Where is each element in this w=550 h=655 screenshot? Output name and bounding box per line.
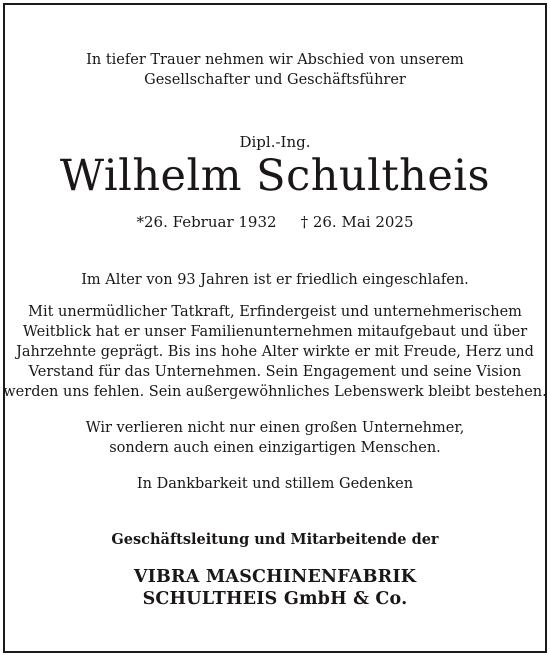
paragraph-age: [0, 270, 550, 290]
intro-line: Gesellschafter und Geschäftsführer: [144, 72, 406, 88]
paragraph-line: Mit unermüdlicher Tatkraft, Erfindergeist und unternehmerischem: [28, 304, 522, 320]
paragraph-line: Jahrzehnte geprägt. Bis ins hohe Alter wirkte er mit Freude, Herz und: [16, 344, 534, 360]
life-dates: [0, 213, 550, 231]
paragraph-line: Wir verlieren nicht nur einen großen Unternehmer,: [85, 420, 465, 436]
intro-text: [0, 50, 550, 90]
paragraph-line: Weitblick hat er unser Familienunternehmen mitaufgebaut und über: [22, 324, 528, 340]
birth-date: *26. Februar 1932: [136, 213, 277, 231]
paragraph-gratitude: [0, 474, 550, 494]
company-line: SCHULTHEIS GmbH & Co.: [142, 589, 408, 609]
company-name: [0, 566, 550, 610]
paragraph-line: Verstand für das Unternehmen. Sein Engagement und seine Vision: [28, 364, 522, 380]
intro-line: In tiefer Trauer nehmen wir Abschied von unserem: [86, 52, 464, 68]
paragraph-line: In Dankbarkeit und stillem Gedenken: [136, 476, 414, 492]
paragraph-line: Im Alter von 93 Jahren ist er friedlich eingeschlafen.: [81, 272, 469, 288]
paragraph-line: werden uns fehlen. Sein außergewöhnliches Lebenswerk bleibt bestehen.: [3, 384, 547, 400]
paragraph-tribute: [0, 302, 550, 402]
death-date: † 26. Mai 2025: [300, 213, 414, 231]
signers-line: Geschäftsleitung und Mitarbeitende der: [111, 531, 439, 548]
paragraph-loss: [0, 418, 550, 458]
academic-title: Dipl.-Ing.: [239, 133, 311, 151]
paragraph-line: sondern auch einen einzigartigen Menschen.: [109, 440, 441, 456]
deceased-name: Wilhelm Schultheis: [59, 151, 491, 201]
company-line: VIBRA MASCHINENFABRIK: [133, 567, 417, 587]
